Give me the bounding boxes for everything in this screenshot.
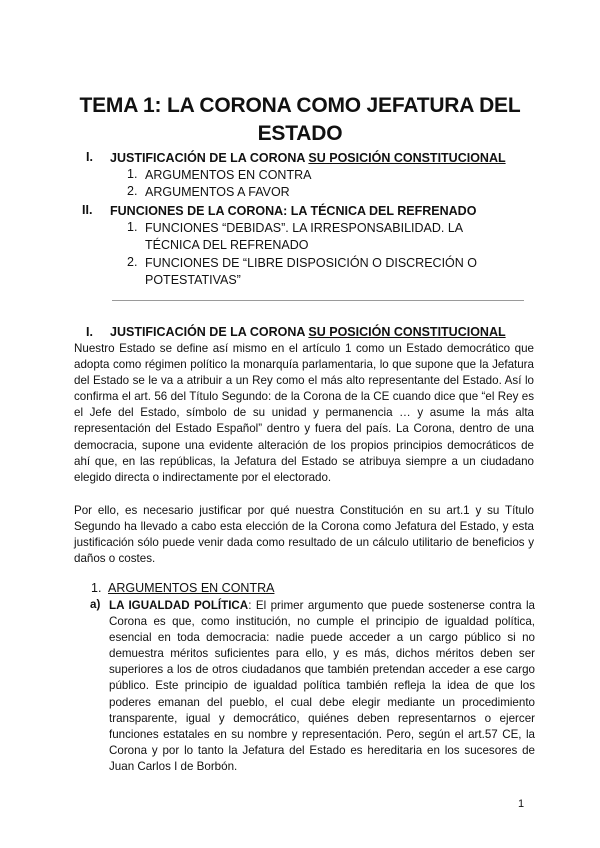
toc-item-number: 2. — [127, 184, 138, 198]
document-title — [60, 92, 540, 148]
toc-item-funciones-libre-disposicion — [145, 255, 477, 289]
section-heading-label: JUSTIFICACIÓN DE LA CORONA — [110, 325, 309, 339]
toc-section-1-underlined: SU POSICIÓN CONSTITUCIONAL — [308, 151, 506, 165]
title-line-2: ESTADO — [257, 122, 343, 145]
toc-numeral-1: I. — [86, 150, 93, 164]
item-a-paragraph — [109, 598, 535, 775]
horizontal-divider — [112, 300, 524, 301]
toc-item-line: FUNCIONES “DEBIDAS”. LA IRRESPONSABILIDAD. LA — [145, 221, 464, 235]
item-letter: a) — [90, 598, 101, 611]
section-numeral: I. — [86, 325, 93, 339]
toc-section-1-label: JUSTIFICACIÓN DE LA CORONA — [110, 151, 309, 165]
subheading-number: 1. — [91, 581, 102, 595]
section-heading-underlined: SU POSICIÓN CONSTITUCIONAL — [308, 325, 506, 339]
toc-section-1-heading — [110, 150, 506, 167]
toc-item-line: POTESTATIVAS” — [145, 273, 241, 287]
toc-numeral-2: II. — [82, 203, 93, 217]
item-a-bold-label: LA IGUALDAD POLÍTICA — [109, 599, 249, 612]
toc-item-line: FUNCIONES DE “LIBRE DISPOSICIÓN O DISCRECIÓN O — [145, 256, 477, 270]
item-a-text: : El primer argumento que puede sostenerse contra la Corona es que, como institución, no cumple el principio de igualdad política, esencial en toda democracia: nadie puede acceder a un cargo público si no demuestra méritos suficientes para ello, y es más, dichos méritos deben ser superiores a los de otros ciudadanos que también pretendan acceder a ese cargo público. Este principio de igualdad política también refleja la idea de que los poderes emanan del pueblo, el cual debe elegir mediante un procedimiento transparente, igual y democrático, quiénes deben representarnos o ejercer funciones estatales en su nombre y representación. Pero, según el art.57 CE, la Corona y por lo tanto la Jefatura del Estado es hereditaria en los sucesores de Juan Carlos I de Borbón. — [109, 599, 535, 773]
toc-item-number: 2. — [127, 255, 138, 269]
subheading-argumentos-contra: ARGUMENTOS EN CONTRA — [108, 581, 275, 595]
toc-item-argumentos-contra: ARGUMENTOS EN CONTRA — [145, 168, 312, 182]
title-line-1: TEMA 1: LA CORONA COMO JEFATURA DEL — [79, 94, 521, 117]
toc-item-line: TÉCNICA DEL REFRENADO — [145, 238, 309, 252]
toc-item-funciones-debidas — [145, 220, 463, 254]
page-number: 1 — [518, 798, 525, 810]
section-heading — [110, 325, 506, 339]
paragraph-1: Nuestro Estado se define así mismo en el artículo 1 como un Estado democrático que adopta como régimen político la monarquía parlamentaria, lo que supone que la Jefatura del Estado se le va a atribuir a un Rey como el más alto representante del Estado. Así lo confirma el art. 56 del Título Segundo: de la Corona de la CE cuando dice que “el Rey es el Jefe del Estado, símbolo de su unidad y permanencia … y asume la más alta representación del Estado Español” dentro y fuera del país. La Corona, dentro de una democracia, supone una evidente alteración de los propios principios democráticos de ahí que, en las repúblicas, la Jefatura del Estado se atribuya siempre a un ciudadano elegido directa o indirectamente por el electorado. — [74, 342, 534, 484]
toc-item-number: 1. — [127, 167, 138, 181]
toc-item-argumentos-favor: ARGUMENTOS A FAVOR — [145, 185, 290, 199]
paragraph-2: Por ello, es necesario justificar por qué nuestra Constitución en su art.1 y su Título Segundo ha llevado a cabo esta elección de la Corona como Jefatura del Estado, y esta justificación sólo puede venir dada como resultado de un cálculo utilitario de beneficios y daños o costes. — [74, 504, 534, 566]
toc-section-2-heading: FUNCIONES DE LA CORONA: LA TÉCNICA DEL REFRENADO — [110, 204, 477, 218]
toc-item-number: 1. — [127, 220, 138, 234]
